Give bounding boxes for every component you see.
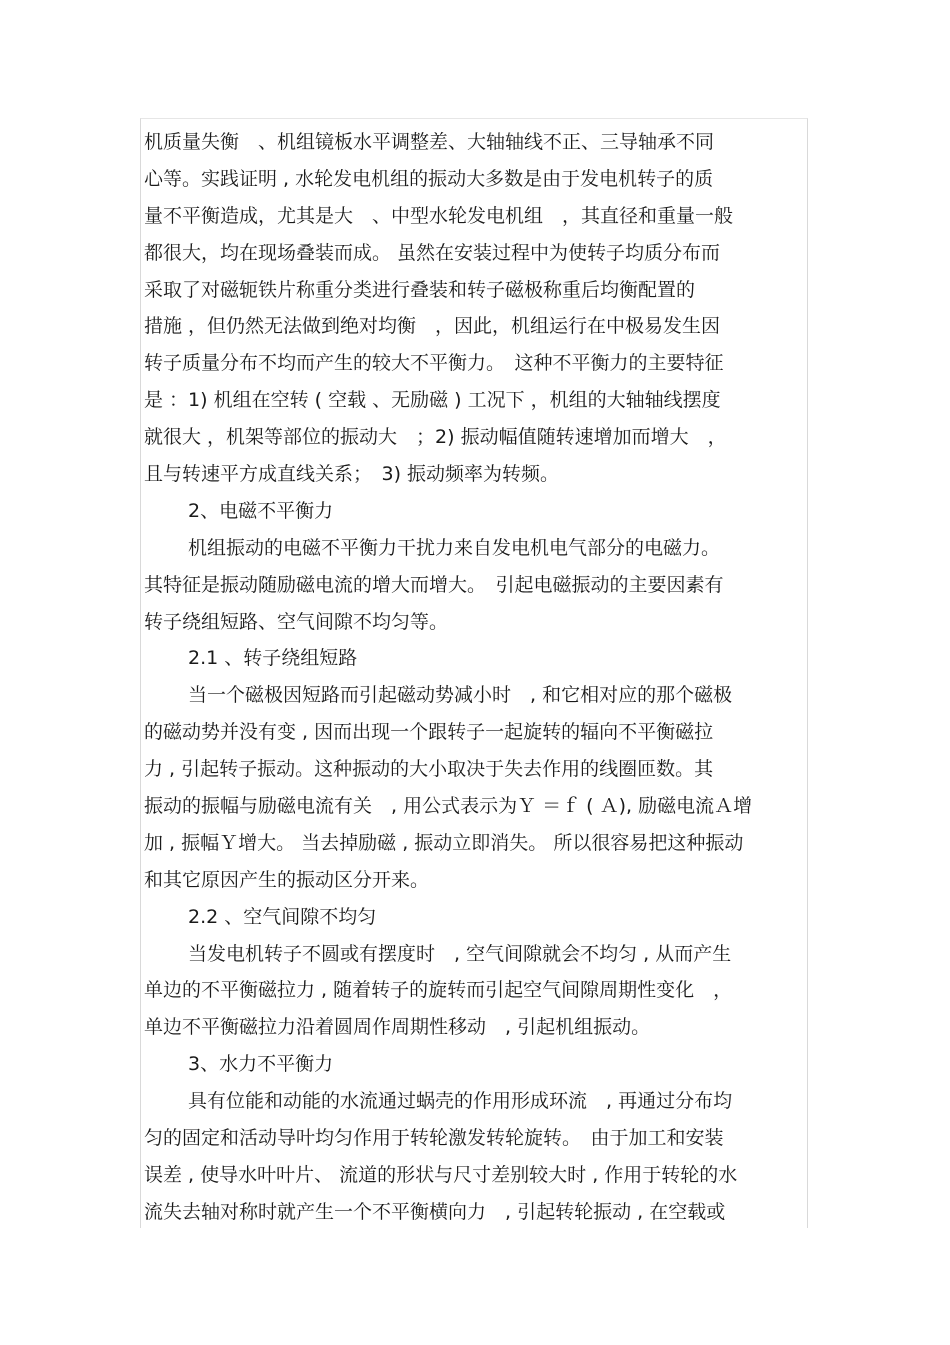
text-line: 单边不平衡磁拉力沿着圆周作周期性移动 , 引起机组振动。 <box>144 1016 651 1039</box>
paragraph-start-line: 当一个磁极因短路而引起磁动势减小时 , 和它相对应的那个磁极 <box>188 684 733 707</box>
text-line: 都很大，均在现场叠装而成。 虽然在安装过程中为使转子均质分布而 <box>144 241 721 264</box>
text-line: 流失去轴对称时就产生一个不平衡横向力 , 引起转轮振动 , 在空载或 <box>144 1200 726 1223</box>
text-line: 是 ：1) 机组在空转 ( 空载 、无励磁 ) 工况下 ，机组的大轴轴线摆度 <box>144 389 721 412</box>
text-line: 匀的固定和活动导叶均匀作用于转轮激发转轮旋转。 由于加工和安装 <box>144 1127 724 1150</box>
paragraph-start-line: 2.1 、转子绕组短路 <box>188 647 358 670</box>
text-line: 加 , 振幅Ｙ增大。 当去掉励磁 , 振动立即消失。 所以很容易把这种振动 <box>144 831 744 854</box>
text-line: 力 , 引起转子振动。这种振动的大小取决于失去作用的线圈匝数。其 <box>144 758 714 781</box>
paragraph-start-line: 机组振动的电磁不平衡力干扰力来自发电机电气部分的电磁力。 <box>188 536 721 559</box>
text-line: 机质量失衡 、机组镜板水平调整差、大轴轴线不正、三导轴承不同 <box>144 131 715 153</box>
text-line: 和其它原因产生的振动区分开来。 <box>144 868 430 891</box>
text-line: 误差 , 使导水叶叶片、 流道的形状与尺寸差别较大时 , 作用于转轮的水 <box>144 1163 738 1186</box>
text-line: 转子绕组短路、空气间隙不均匀等。 <box>144 610 449 633</box>
text-line: 量不平衡造成，尤其是大 、中型水轮发电机组 ，其直径和重量一般 <box>144 204 734 227</box>
paragraph-start-line: 当发电机转子不圆或有摆度时 , 空气间隙就会不均匀 , 从而产生 <box>188 942 732 965</box>
text-line: 其特征是振动随励磁电流的增大而增大。 引起电磁振动的主要因素有 <box>144 573 724 596</box>
text-line: 振动的振幅与励磁电流有关 , 用公式表示为Ｙ ＝ｆ ( Ａ), 励磁电流Ａ增 <box>144 795 753 818</box>
text-line: 采取了对磁轭铁片称重分类进行叠装和转子磁极称重后均衡配置的 <box>144 278 696 301</box>
text-line: 措施 ，但仍然无法做到绝对均衡 ，因此，机组运行在中极易发生因 <box>144 315 721 338</box>
text-line: 就很大 ，机架等部位的振动大 ；2) 振动幅值随转速增加而增大 ， <box>144 426 727 449</box>
text-line: 转子质量分布不均而产生的较大不平衡力。 这种不平衡力的主要特征 <box>144 352 724 375</box>
document-body <box>144 124 804 1231</box>
text-line: 且与转速平方成直线关系； 3) 振动频率为转频。 <box>144 463 560 486</box>
text-line: 单边的不平衡磁拉力 , 随着转子的旋转而引起空气间隙周期性变化 ， <box>144 979 733 1002</box>
text-line: 的磁动势并没有变 , 因而出现一个跟转子一起旋转的辐向不平衡磁拉 <box>144 721 714 744</box>
paragraph-start-line: 2.2 、空气间隙不均匀 <box>188 905 377 928</box>
paragraph-start-line: 具有位能和动能的水流通过蜗壳的作用形成环流 , 再通过分布均 <box>188 1090 733 1113</box>
text-line: 心等。实践证明 , 水轮发电机组的振动大多数是由于发电机转子的质 <box>144 167 714 190</box>
paragraph-start-line: 2、电磁不平衡力 <box>188 499 334 522</box>
paragraph-start-line: 3、水力不平衡力 <box>188 1053 334 1076</box>
